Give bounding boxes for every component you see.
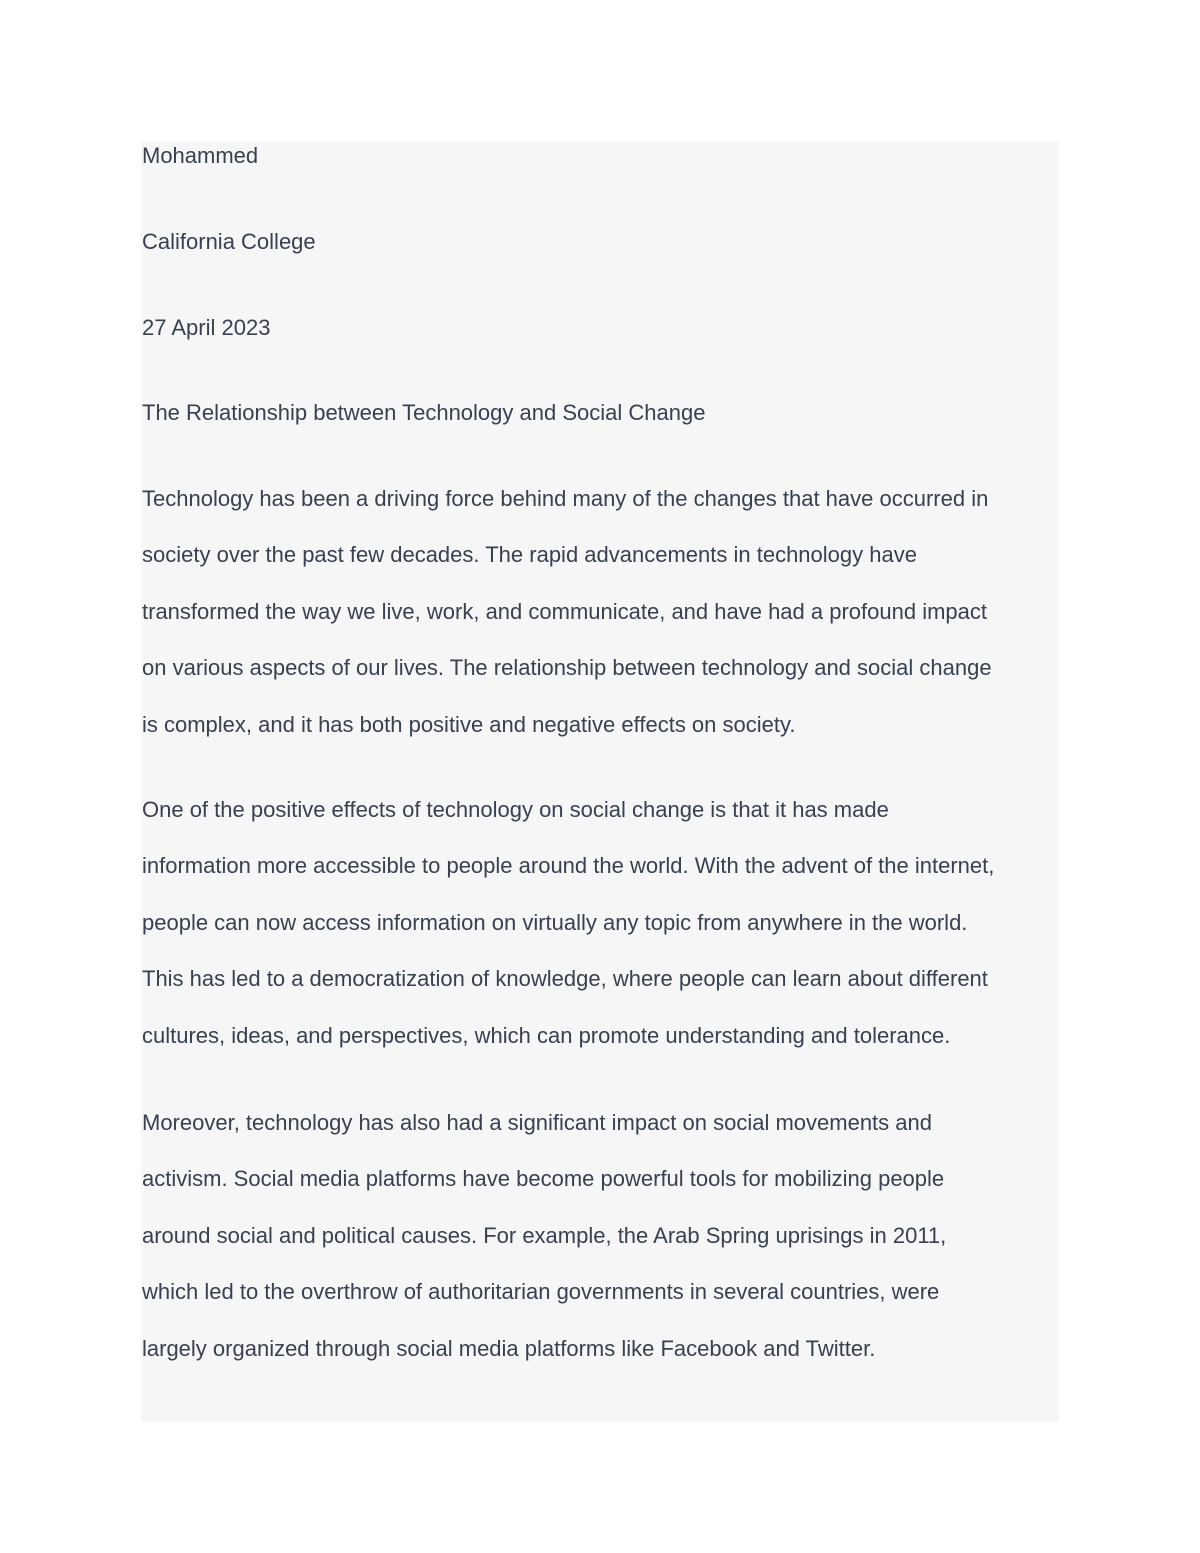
paragraph-line: on various aspects of our lives. The relationship between technology and social change: [142, 655, 992, 681]
document-title: The Relationship between Technology and Social Change: [142, 400, 706, 425]
paragraph-3: [142, 1095, 1060, 1377]
paragraph-line: society over the past few decades. The rapid advancements in technology have: [142, 542, 917, 568]
paragraph-line: information more accessible to people around the world. With the advent of the internet,: [142, 853, 995, 879]
paragraph-line: which led to the overthrow of authoritarian governments in several countries, were: [142, 1279, 940, 1305]
paragraph-line: activism. Social media platforms have become powerful tools for mobilizing people: [142, 1166, 945, 1192]
paragraph-line: people can now access information on virtually any topic from anywhere in the world.: [142, 909, 968, 935]
paragraph-line: around social and political causes. For example, the Arab Spring uprisings in 2011,: [142, 1222, 947, 1248]
paragraph-line: is complex, and it has both positive and negative effects on society.: [142, 711, 796, 737]
paragraph-2: [142, 782, 1060, 1064]
author-name: Mohammed: [142, 143, 259, 168]
paragraph-line: Moreover, technology has also had a significant impact on social movements and: [142, 1110, 932, 1135]
paragraph-line: Technology has been a driving force behind many of the changes that have occurred in: [142, 486, 989, 511]
paragraph-line: This has led to a democratization of knowledge, where people can learn about different: [142, 966, 988, 992]
paragraph-1: [142, 471, 1060, 753]
institution-name: California College: [142, 229, 316, 254]
paragraph-line: One of the positive effects of technology on social change is that it has made: [142, 797, 889, 822]
paragraph-line: cultures, ideas, and perspectives, which can promote understanding and tolerance.: [142, 1022, 951, 1048]
paragraph-line: largely organized through social media platforms like Facebook and Twitter.: [142, 1335, 876, 1361]
document-date: 27 April 2023: [142, 315, 271, 340]
paragraph-line: transformed the way we live, work, and communicate, and have had a profound impact: [142, 598, 988, 624]
